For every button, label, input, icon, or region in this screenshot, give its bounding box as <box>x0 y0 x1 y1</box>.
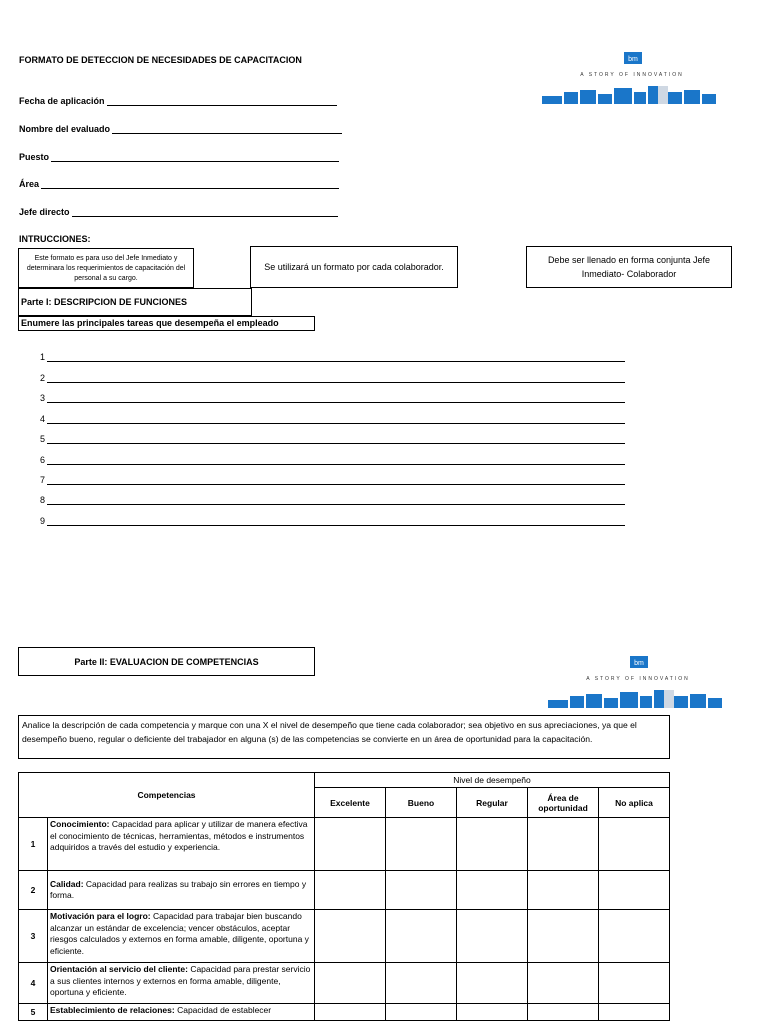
task-number: 4 <box>39 414 45 424</box>
logo-mark: bm <box>628 56 638 63</box>
cell-regular[interactable] <box>457 963 528 1004</box>
company-logo-2 <box>546 656 724 710</box>
table-row <box>19 910 670 963</box>
part2-instructions: Analice la descripción de cada competencia y marque con una X el nivel de desempeño que tiene cada colaborador; sea objetivo en sus apreciaciones, ya que el desempeño bueno, regular o deficiente del trabajador en alguna (s) de las competencias se convierte en un área de oportunidad para la capacitación. <box>18 715 670 759</box>
cell-area-oportunidad[interactable] <box>528 871 599 910</box>
task-row[interactable] <box>36 434 625 444</box>
task-line[interactable] <box>47 374 625 383</box>
row-name: Establecimiento de relaciones: <box>50 1005 175 1015</box>
task-row[interactable] <box>36 495 625 505</box>
cell-no-aplica[interactable] <box>599 1004 670 1021</box>
instruction-box-3: Debe ser llenado en forma conjunta Jefe Inmediato- Colaborador <box>526 246 732 288</box>
cell-regular[interactable] <box>457 818 528 871</box>
row-desc: Capacidad para trabajar bien buscando alcanzar un estándar de excelencia; vencer obstáculos, aceptar riesgos calculados y externos en forma amable, diligente, oportuna y eficiente. <box>50 911 309 956</box>
part1-subtitle: Enumere las principales tareas que desempeña el empleado <box>18 316 315 331</box>
cell-area-oportunidad[interactable] <box>528 1004 599 1021</box>
row-description <box>48 1004 315 1021</box>
part1-title: Parte I: DESCRIPCION DE FUNCIONES <box>18 288 252 316</box>
row-number: 5 <box>19 1004 48 1021</box>
field-puesto-label: Puesto <box>19 152 50 162</box>
cell-area-oportunidad[interactable] <box>528 818 599 871</box>
row-number: 2 <box>19 871 48 910</box>
cell-regular[interactable] <box>457 910 528 963</box>
table-row <box>19 963 670 1004</box>
task-line[interactable] <box>47 435 625 444</box>
header-no-aplica: No aplica <box>599 788 670 818</box>
task-line[interactable] <box>47 456 625 465</box>
field-jefe-line[interactable] <box>72 207 338 217</box>
task-row[interactable] <box>36 414 625 424</box>
task-number: 8 <box>39 495 45 505</box>
cell-bueno[interactable] <box>386 1004 457 1021</box>
logo-tagline: A STORY OF INNOVATION <box>586 676 690 682</box>
row-name: Calidad: <box>50 878 84 889</box>
header-excelente: Excelente <box>315 788 386 818</box>
logo-tagline: A STORY OF INNOVATION <box>580 72 684 78</box>
cell-regular[interactable] <box>457 871 528 910</box>
task-row[interactable] <box>36 352 625 362</box>
row-name: Orientación al servicio del cliente: <box>50 964 188 974</box>
cell-excelente[interactable] <box>315 818 386 871</box>
row-description <box>48 910 315 963</box>
field-puesto <box>19 152 339 162</box>
cell-excelente[interactable] <box>315 963 386 1004</box>
cell-regular[interactable] <box>457 1004 528 1021</box>
cell-excelente[interactable] <box>315 910 386 963</box>
field-nombre-line[interactable] <box>112 124 342 134</box>
task-line[interactable] <box>47 476 625 485</box>
header-competencias: Competencias <box>19 773 315 818</box>
field-area-label: Área <box>19 179 40 189</box>
task-line[interactable] <box>47 496 625 505</box>
cell-excelente[interactable] <box>315 1004 386 1021</box>
task-number: 6 <box>39 455 45 465</box>
part2-title: Parte II: EVALUACION DE COMPETENCIAS <box>18 647 315 676</box>
cell-bueno[interactable] <box>386 818 457 871</box>
instruction-box-2: Se utilizará un formato por cada colaborador. <box>250 246 458 288</box>
field-puesto-line[interactable] <box>51 152 339 162</box>
table-row <box>19 818 670 871</box>
row-description <box>48 818 315 871</box>
task-row[interactable] <box>36 373 625 383</box>
field-fecha-line[interactable] <box>107 96 337 106</box>
field-fecha <box>19 96 337 106</box>
cell-area-oportunidad[interactable] <box>528 910 599 963</box>
row-number: 4 <box>19 963 48 1004</box>
row-desc: Capacidad para prestar servicio a sus clientes internos y externos en forma amable, diligente, oportuna y eficiente. <box>50 964 311 997</box>
header-area-oportunidad: Área de oportunidad <box>528 788 599 818</box>
task-line[interactable] <box>47 394 625 403</box>
header-regular: Regular <box>457 788 528 818</box>
row-desc: Capacidad de establecer <box>174 1005 272 1015</box>
header-bueno: Bueno <box>386 788 457 818</box>
cell-no-aplica[interactable] <box>599 871 670 910</box>
task-number: 1 <box>39 352 45 362</box>
task-line[interactable] <box>47 415 625 424</box>
field-nombre-label: Nombre del evaluado <box>19 124 111 134</box>
cell-no-aplica[interactable] <box>599 963 670 1004</box>
row-number: 3 <box>19 910 48 963</box>
task-line[interactable] <box>47 353 625 362</box>
task-row[interactable] <box>36 516 625 526</box>
field-jefe-label: Jefe directo <box>19 207 70 217</box>
task-line[interactable] <box>47 517 625 526</box>
task-number: 2 <box>39 373 45 383</box>
task-row[interactable] <box>36 475 625 485</box>
table-row <box>19 1004 670 1021</box>
company-logo <box>540 52 718 106</box>
row-name: Conocimiento: <box>50 819 110 829</box>
cell-bueno[interactable] <box>386 871 457 910</box>
field-area <box>19 179 339 189</box>
row-description <box>48 871 315 910</box>
cell-bueno[interactable] <box>386 910 457 963</box>
competencies-table <box>18 772 670 1021</box>
row-desc: Capacidad para aplicar y utilizar de manera efectiva el conocimiento de técnicas, herramientas, métodos e instrumentos adquiridos a través del estudio y experiencia. <box>50 819 308 852</box>
logo-mark: bm <box>634 660 644 667</box>
field-fecha-label: Fecha de aplicación <box>19 96 105 106</box>
task-row[interactable] <box>36 455 625 465</box>
row-name: Motivación para el logro: <box>50 911 151 921</box>
task-number: 3 <box>39 393 45 403</box>
document-title: FORMATO DE DETECCION DE NECESIDADES DE CAPACITACION <box>19 55 302 65</box>
row-number: 1 <box>19 818 48 871</box>
cell-no-aplica[interactable] <box>599 818 670 871</box>
cell-area-oportunidad[interactable] <box>528 963 599 1004</box>
instructions-heading: INTRUCCIONES: <box>19 234 91 244</box>
row-description <box>48 963 315 1004</box>
field-jefe <box>19 207 338 217</box>
instruction-box-1: Este formato es para uso del Jefe Inmediato y determinara los requerimientos de capacitación del personal a su cargo. <box>18 248 194 288</box>
task-number: 9 <box>39 516 45 526</box>
task-number: 7 <box>39 475 45 485</box>
field-area-line[interactable] <box>41 179 339 189</box>
cell-bueno[interactable] <box>386 963 457 1004</box>
task-number: 5 <box>39 434 45 444</box>
field-nombre <box>19 124 342 134</box>
task-row[interactable] <box>36 393 625 403</box>
cell-excelente[interactable] <box>315 871 386 910</box>
cell-no-aplica[interactable] <box>599 910 670 963</box>
row-desc: Capacidad para realizas su trabajo sin errores en tiempo y forma. <box>50 878 307 900</box>
table-row <box>19 871 670 910</box>
header-nivel: Nivel de desempeño <box>315 773 670 788</box>
